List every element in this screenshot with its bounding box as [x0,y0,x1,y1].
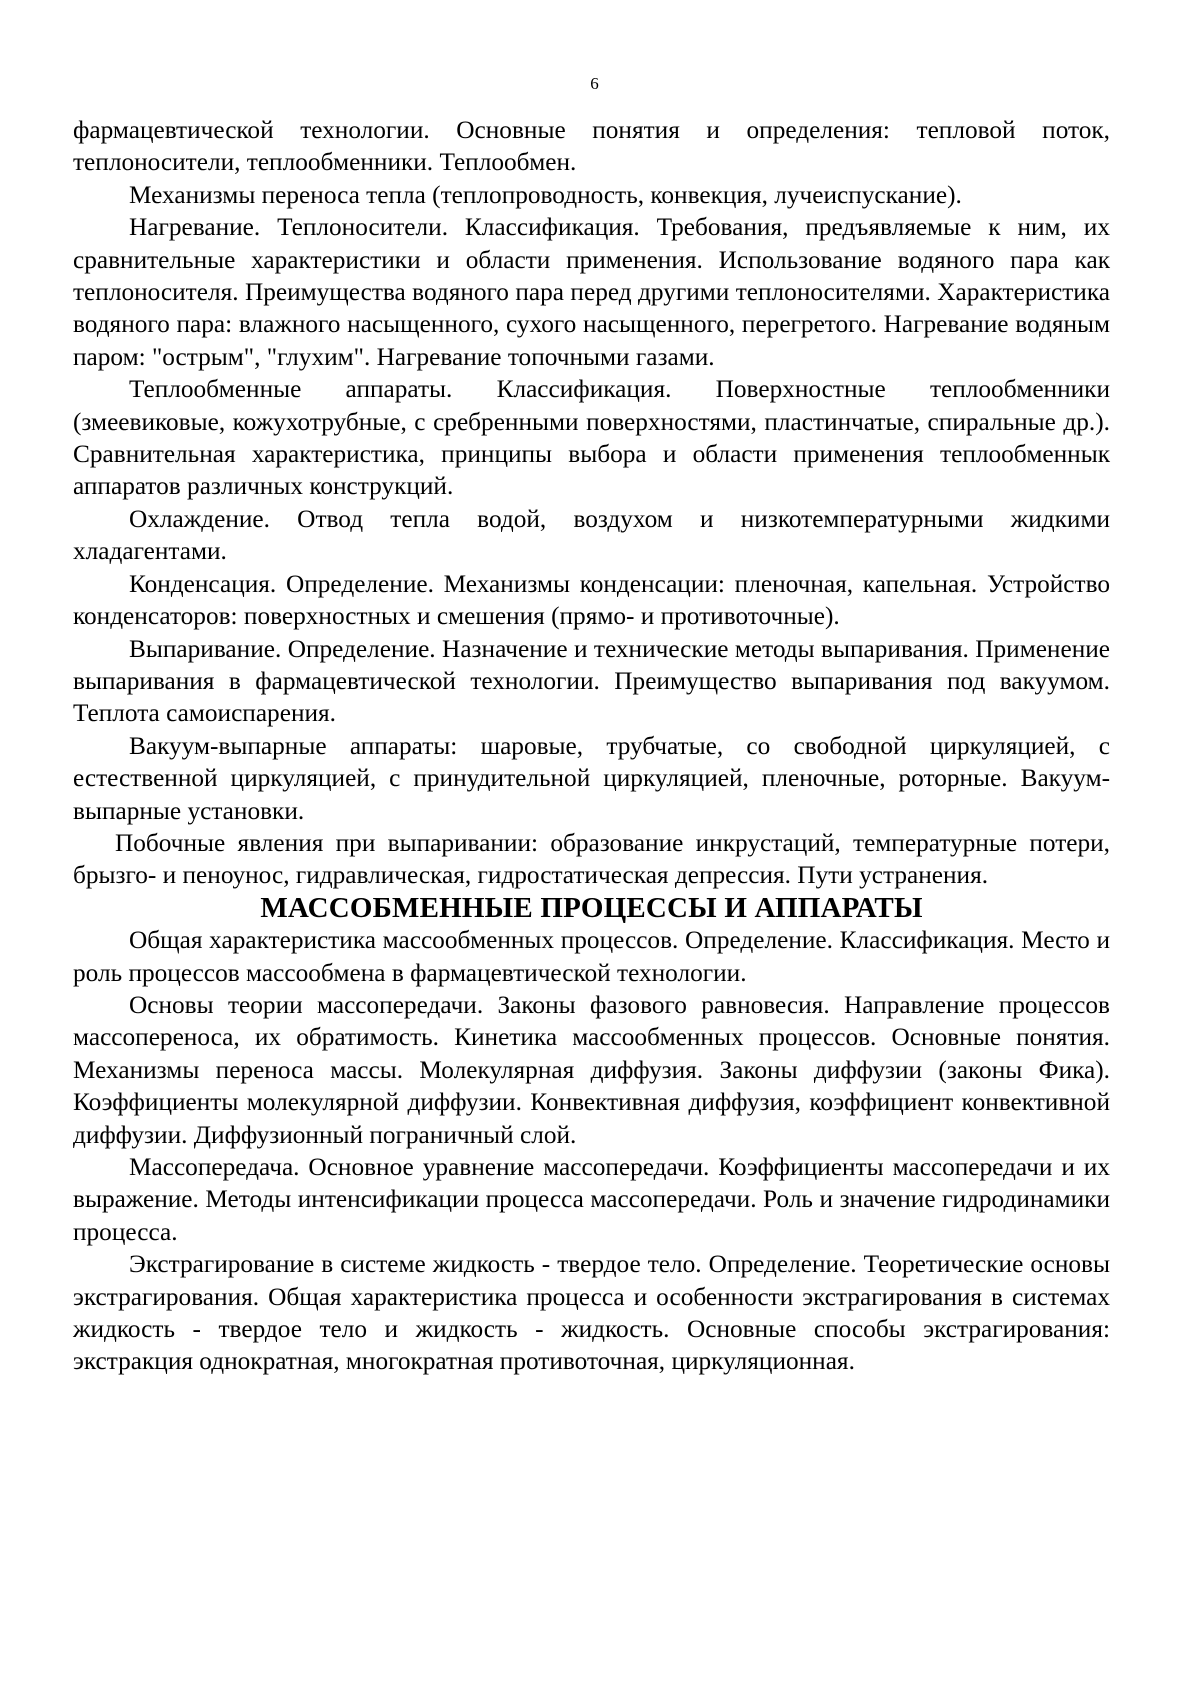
paragraph-extraction: Экстрагирование в системе жидкость - твердое тело. Определение. Теоретические основы экстрагирования. Общая характеристика процесса и особенности экстрагирования в системах жидкость - твердое тело и жидкость - жидкость. Основные способы экстрагирования: экстракция однократная, многократная противоточная, циркуляционная. [73,1250,1110,1376]
paragraph-heat-exchangers: Теплообменные аппараты. Классификация. Поверхностные теплообменники (змеевиковые, кожухотрубные, с сребренными поверхностями, пластинчатые, спиральные др.). Сравнительная характеристика, принципы выбора и области применения теплообменнык аппаратов различных конструкций. [73,375,1110,501]
paragraph-condensation: Конденсация. Определение. Механизмы конденсации: пленочная, капельная. Устройство конденсаторов: поверхностных и смешения (прямо- и противоточные). [73,569,1110,631]
page-content [73,114,1110,1378]
paragraph-heating: Нагревание. Теплоносители. Классификация. Требования, предъявляемые к ним, их сравнительные характеристики и области применения. Использование водяного пара как теплоносителя. Преимущества водяного пара перед другими теплоносителями. Характеристика водяного пара: влажного насыщенного, сухого насыщенного, перегретого. Нагревание водяным паром: "острым", "глухим". Нагревание топочными газами. [73,213,1110,371]
page-number: 6 [590,74,599,93]
section-heading-mass-transfer: МАССОБМЕННЫЕ ПРОЦЕССЫ И АППАРАТЫ [260,891,923,924]
paragraph-vacuum-evaporators: Вакуум-выпарные аппараты: шаровые, трубчатые, со свободной циркуляцией, с естественной циркуляцией, с принудительной циркуляцией, пленочные, роторные. Вакуум-выпарные установки. [73,731,1110,825]
paragraph-mass-transfer-theory: Основы теории массопередачи. Законы фазового равновесия. Направление процессов массопереноса, их обратимость. Кинетика массообменных процессов. Основные понятия. Механизмы переноса массы. Молекулярная диффузия. Законы диффузии (законы Фика). Коэффициенты молекулярной диффузии. Конвективная диффузия, коэффициент конвективной диффузии. Диффузионный пограничный слой. [73,990,1110,1149]
paragraph-mass-transfer-equation: Массопередача. Основное уравнение массопередачи. Коэффициенты массопередачи и их выражение. Методы интенсификации процесса массопередачи. Роль и значение гидродинамики процесса. [73,1153,1110,1246]
paragraph-cooling: Охлаждение. Отвод тепла водой, воздухом и низкотемпературными жидкими хладагентами. [73,504,1110,566]
paragraph-continuation: фармацевтической технологии. Основные понятия и определения: тепловой поток, теплоносители, теплообменники. Теплообмен. [73,116,1110,177]
paragraph-heat-transfer-mechanisms: Механизмы переноса тепла (теплопроводность, конвекция, лучеиспускание). [129,180,962,209]
paragraph-mass-transfer-overview: Общая характеристика массообменных процессов. Определение. Классификация. Место и роль процессов массообмена в фармацевтической технологии. [73,926,1110,987]
paragraph-evaporation: Выпаривание. Определение. Назначение и технические методы выпаривания. Применение выпаривания в фармацевтической технологии. Преимущество выпаривания под вакуумом. Теплота самоиспарения. [73,634,1110,728]
paragraph-side-effects: Побочные явления при выпаривании: образование инкрустаций, температурные потери, брызго- и пеноунос, гидравлическая, гидростатическая депрессия. Пути устранения. [73,828,1110,890]
